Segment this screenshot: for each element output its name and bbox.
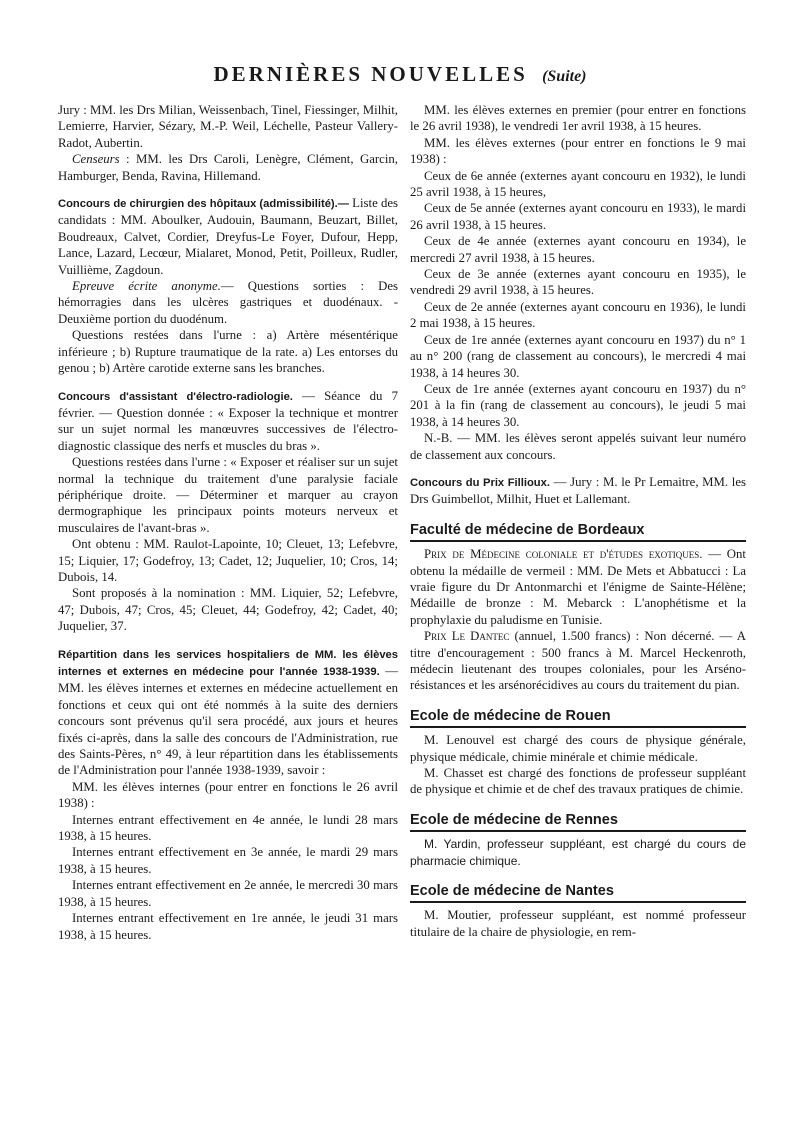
epreuve-label: Epreuve écrite anonyme.	[72, 279, 221, 294]
repartition-text: — MM. les élèves internes et externes en médecine actuellement en fonctions et ceux qui ont été nommés à la suite des derniers concours sont prévenus qu'il sera procédé, aux jours et heures fixés ci-après, dans la salle des concours de l'Administration, rue des Saints-Pères, n° 49, à leur répartition dans les établissements de l'Administration pour l'année 1938-1939, savoir :	[58, 664, 398, 778]
urne-paragraph-2: Questions restées dans l'urne : « Exposer et réaliser sur un sujet normal la technique du traitement d'une paralysie faciale périphérique droite. — Déterminer et marquer au crayon dermographique les principaux points moteurs nerveux et musculaires de l'avant-bras ».	[58, 455, 398, 535]
bordeaux-title: Faculté de médecine de Bordeaux	[410, 522, 746, 542]
nantes-paragraph: M. Moutier, professeur suppléant, est nommé professeur titulaire de la chaire de physiologie, en rem-	[410, 908, 746, 939]
externes-5e: Ceux de 5e année (externes ayant concouru en 1933), le mardi 26 avril 1938, à 15 heures.	[410, 201, 746, 232]
censeurs-text: : MM. les Drs Caroli, Lenègre, Clément, Garcin, Hamburger, Benda, Ravina, Hillemand.	[58, 152, 398, 183]
fillioux-heading: Concours du Prix Fillioux.	[410, 476, 550, 489]
externes-1re-a: Ceux de 1re année (externes ayant concouru en 1937) du n° 1 au n° 200 (rang de classement au concours), le mercredi 4 mai 1938, à 14 heures 30.	[410, 332, 746, 380]
electro-heading: Concours d'assistant d'électro-radiologie.	[58, 390, 293, 403]
rennes-paragraph: M. Yardin, professeur suppléant, est chargé du cours de pharmacie chimique.	[410, 837, 746, 868]
obtenu-paragraph: Ont obtenu : MM. Raulot-Lapointe, 10; Cleuet, 13; Lefebvre, 15; Liquier, 17; Godefroy, 13; Cadet, 12; Juquelier, 10; Cros, 14; Dubois, 14.	[58, 537, 398, 584]
chirurgien-heading: Concours de chirurgien des hôpitaux (admissibilité).—	[58, 198, 349, 211]
nota-bene: N.-B. — MM. les élèves seront appelés suivant leur numéro de classement aux concours.	[410, 431, 746, 462]
dantec-label: Prix Le Dantec	[424, 629, 510, 644]
fillioux-paragraph	[410, 474, 746, 508]
electro-text: — Séance du 7 février. — Question donnée : « Exposer la technique et montrer sur un sujet normal les manœuvres successives de l'électro-diagnostic classique des nerfs et muscles du bras ».	[58, 388, 398, 453]
externes-2e: Ceux de 2e année (externes ayant concouru en 1936), le lundi 2 mai 1938, à 15 heures.	[410, 299, 746, 331]
rouen-title: Ecole de médecine de Rouen	[410, 708, 746, 728]
censeurs-label: Censeurs	[72, 152, 120, 167]
externes-premier: MM. les élèves externes en premier (pour entrer en fonctions le 26 avril 1938), le vendredi 1er avril 1938, à 15 heures.	[410, 103, 746, 134]
page-title: DERNIÈRES NOUVELLES	[213, 62, 528, 86]
repartition-paragraph	[58, 646, 398, 779]
externes-mai: MM. les élèves externes (pour entrer en fonctions le 9 mai 1938) :	[410, 135, 746, 167]
epreuve-text: — Questions sorties : Des hémorragies dans les ulcères gastriques et duodénaux. - Deuxième portion du duodénum.	[58, 279, 398, 326]
internes-4e: Internes entrant effectivement en 4e année, le lundi 28 mars 1938, à 15 heures.	[58, 812, 398, 844]
electro-paragraph	[58, 388, 398, 455]
internes-3e: Internes entrant effectivement en 3e année, le mardi 29 mars 1938, à 15 heures.	[58, 845, 398, 876]
rouen-paragraph-1: M. Lenouvel est chargé des cours de physique générale, physique médicale, chimie minérale et chimie médicale.	[410, 733, 746, 764]
chirurgien-text: Liste des candidats : MM. Aboulker, Audouin, Baumann, Beuzart, Billet, Boudreaux, Calvet, Cordier, Dreyfus-Le Foyer, Dufour, Hepp, Lance, Lazard, Lecœur, Mialaret, Monod, Petit, Poilleux, Rudler, Vuillième, Zagdoun.	[58, 196, 399, 277]
repartition-heading: Répartition dans les services hospitaliers de MM. les élèves internes et externes en médecine pour l'année 1938-1939.	[58, 648, 398, 678]
epreuve-paragraph	[58, 278, 398, 327]
proposes-paragraph: Sont proposés à la nomination : MM. Liquier, 52; Lefebvre, 47; Dubois, 47; Cros, 45; Cleuet, 44; Godefroy, 42; Cadet, 40; Juquelier, 37.	[58, 586, 398, 634]
chirurgien-paragraph	[58, 195, 398, 278]
left-column	[58, 102, 398, 943]
bordeaux-prix-label: Prix de Médecine coloniale et d'études exotiques.	[424, 547, 703, 562]
internes-2e: Internes entrant effectivement en 2e année, le mercredi 30 mars 1938, à 15 heures.	[58, 878, 398, 909]
right-column	[410, 102, 746, 940]
externes-1re-b: Ceux de 1re année (externes ayant concouru en 1937) du n° 201 à la fin (rang de classement au concours), le jeudi 5 mai 1938, à 14 heures 30.	[410, 381, 746, 429]
rouen-paragraph-2: M. Chasset est chargé des fonctions de professeur suppléant de physique et chimie et de chef des travaux pratiques de chimie.	[410, 766, 746, 797]
externes-3e: Ceux de 3e année (externes ayant concouru en 1935), le vendredi 29 avril 1938, à 15 heures.	[410, 267, 746, 298]
dantec-text: (annuel, 1.500 francs) : Non décerné. — A titre d'encouragement : 500 francs à M. Marcel Heckenroth, médecin lieutenant des troupes coloniales, pour les Arséno-résistances et les arsénorécidives au cours du traitement du pian.	[410, 629, 746, 693]
page-title-suite: (Suite)	[542, 68, 587, 85]
externes-6e: Ceux de 6e année (externes ayant concouru en 1932), le lundi 25 avril 1938, à 15 heures,	[410, 168, 746, 200]
bordeaux-prix-paragraph	[410, 546, 746, 628]
dantec-paragraph	[410, 628, 746, 694]
externes-4e: Ceux de 4e année (externes ayant concouru en 1934), le mercredi 27 avril 1938, à 15 heures.	[410, 234, 746, 265]
fillioux-text: — Jury : M. le Pr Lemaitre, MM. les Drs Guimbellot, Milhit, Huet et Lallemant.	[410, 474, 746, 507]
jury-paragraph: Jury : MM. les Drs Milian, Weissenbach, Tinel, Fiessinger, Milhit, Lemierre, Harvier, Sézary, M.-P. Weil, Léchelle, Pasteur Vallery-Radot, Aubertin.	[58, 103, 398, 150]
internes-intro: MM. les élèves internes (pour entrer en fonctions le 26 avril 1938) :	[58, 779, 398, 811]
rennes-title: Ecole de médecine de Rennes	[410, 812, 746, 832]
urne-paragraph-1: Questions restées dans l'urne : a) Artère mésentérique inférieure ; b) Rupture traumatique de la rate. a) Les entorses du genou ; b) Artère carotide externe sans les branches.	[58, 328, 398, 376]
page-header	[0, 62, 800, 87]
censeurs-paragraph	[58, 151, 398, 184]
bordeaux-prix-text: — Ont obtenu la médaille de vermeil : MM. De Mets et Abbatucci : La vraie figure du Dr Antonmarchi et l'énigme de Sainte-Hélène; Médaille de bronze : M. Mebarck : L'anophétisme et la prophylaxie du paludisme en Tunisie.	[410, 547, 746, 627]
nantes-title: Ecole de médecine de Nantes	[410, 883, 746, 903]
internes-1re: Internes entrant effectivement en 1re année, le jeudi 31 mars 1938, à 15 heures.	[58, 911, 398, 942]
